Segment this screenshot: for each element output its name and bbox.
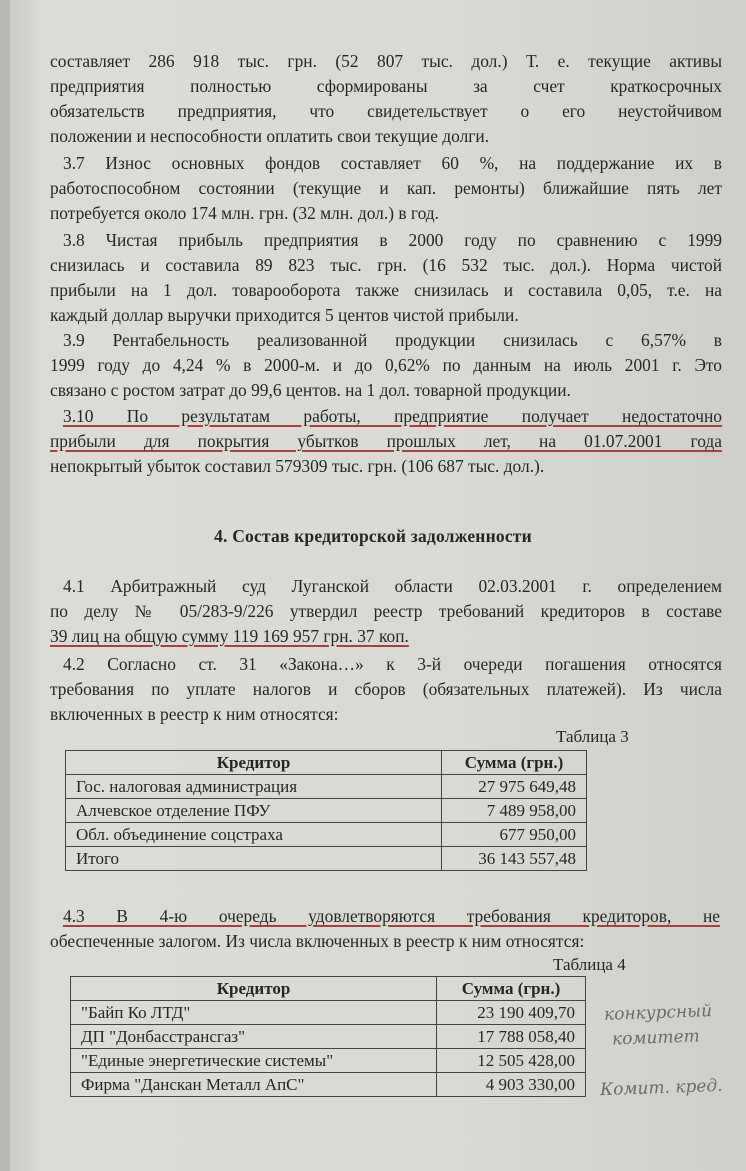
handwritten-note: комитет xyxy=(611,1026,701,1050)
text-line: предприятия полностью сформированы за счет краткосрочных xyxy=(50,76,722,96)
table-cell-amount: 36 143 557,48 xyxy=(442,847,587,871)
table-cell-amount: 677 950,00 xyxy=(442,823,587,847)
table-row xyxy=(66,799,587,823)
text-line: 4.2 Согласно ст. 31 «Закона…» к 3-й очереди погашения относятся xyxy=(63,654,722,674)
text-line-underlined: 3.10 По результатам работы, предприятие получает недостаточно xyxy=(63,406,722,426)
text-line: 4.1 Арбитражный суд Луганской области 02.03.2001 г. определением xyxy=(63,576,722,596)
text-line: снизилась и составила 89 823 тыс. грн. (16 532 тыс. дол.). Норма чистой xyxy=(50,255,722,275)
text-line-underlined: прибыли для покрытия убытков прошлых лет, на 01.07.2001 года xyxy=(50,431,722,451)
table-header-row xyxy=(66,751,587,775)
page-edge-shadow xyxy=(0,0,10,1171)
paragraph-3-10 xyxy=(50,404,722,479)
table-cell-creditor: ДП "Донбасстрансгаз" xyxy=(71,1025,437,1049)
paragraph-3-7 xyxy=(50,151,722,226)
text-line: 3.8 Чистая прибыль предприятия в 2000 году по сравнению с 1999 xyxy=(63,230,722,250)
paragraph-4-3 xyxy=(50,904,720,954)
table-cell-amount: 23 190 409,70 xyxy=(437,1001,586,1025)
table-cell-amount: 27 975 649,48 xyxy=(442,775,587,799)
text-line-underlined xyxy=(50,904,720,929)
table-cell-creditor: Алчевское отделение ПФУ xyxy=(66,799,442,823)
text-line: прибыли на 1 дол. товарооборота также снизилась и составила 0,05, т.е. на xyxy=(50,280,722,300)
table4-caption: Таблица 4 xyxy=(553,955,626,974)
text-line: положении и неспособности оплатить свои текущие долги. xyxy=(50,126,490,146)
table-row xyxy=(71,1001,586,1025)
table-cell-amount: 17 788 058,40 xyxy=(437,1025,586,1049)
table-cell-amount: 12 505 428,00 xyxy=(437,1049,586,1073)
table-cell-creditor: "Байп Ко ЛТД" xyxy=(71,1001,437,1025)
text-line: связано с ростом затрат до 99,6 центов. на 1 дол. товарной продукции. xyxy=(50,380,571,400)
table4 xyxy=(70,976,586,1097)
text-line: обеспеченные залогом. Из числа включенных в реестр к ним относятся: xyxy=(50,931,585,951)
table-header-creditor: Кредитор xyxy=(71,977,437,1001)
table-row-total xyxy=(66,847,587,871)
table-row xyxy=(71,1025,586,1049)
text-line: 3.7 Износ основных фондов составляет 60 %, на поддержание их в xyxy=(63,153,722,173)
text-line: требования по уплате налогов и сборов (обязательных платежей). Из числа xyxy=(50,679,722,699)
underlined-text: 4.3 В 4-ю очередь удовлетворяются требования кредиторов, не xyxy=(63,906,720,926)
text-line: включенных в реестр к ним относятся: xyxy=(50,704,339,724)
table-row xyxy=(66,775,587,799)
handwritten-note: Комит. кред. xyxy=(599,1075,723,1101)
section-title: 4. Состав кредиторской задолженности xyxy=(214,526,532,546)
text-line: потребуется около 174 млн. грн. (32 млн. дол.) в год. xyxy=(50,203,439,223)
paragraph-3-8 xyxy=(50,228,722,328)
text-line: работоспособном состоянии (текущие и кап. ремонты) ближайшие пять лет xyxy=(50,178,722,198)
table-cell-amount: 4 903 330,00 xyxy=(437,1073,586,1097)
table-cell-creditor: Фирма "Данскан Металл АпС" xyxy=(71,1073,437,1097)
paragraph-intro xyxy=(50,49,722,149)
table-cell-creditor: Итого xyxy=(66,847,442,871)
paragraph-4-1 xyxy=(50,574,722,649)
table-header-creditor: Кредитор xyxy=(66,751,442,775)
table-header-amount: Сумма (грн.) xyxy=(442,751,587,775)
text-line: непокрытый убыток составил 579309 тыс. грн. (106 687 тыс. дол.). xyxy=(50,456,545,476)
table3-caption: Таблица 3 xyxy=(556,727,629,746)
paragraph-4-2 xyxy=(50,652,722,727)
table-cell-creditor: Гос. налоговая администрация xyxy=(66,775,442,799)
text-line: 3.9 Рентабельность реализованной продукции снизилась с 6,57% в xyxy=(63,330,722,350)
paragraph-3-9 xyxy=(50,328,722,403)
text-line: по делу № 05/283-9/226 утвердил реестр требований кредиторов в составе xyxy=(50,601,722,621)
text-line: обязательств предприятия, что свидетельствует о его неустойчивом xyxy=(50,101,722,121)
table-cell-creditor: "Единые энергетические системы" xyxy=(71,1049,437,1073)
table-row xyxy=(66,823,587,847)
text-line-underlined: 39 лиц на общую сумму 119 169 957 грн. 37 коп. xyxy=(50,626,409,646)
table3 xyxy=(65,750,587,871)
table-cell-amount: 7 489 958,00 xyxy=(442,799,587,823)
table-cell-creditor: Обл. объединение соцстраха xyxy=(66,823,442,847)
table-row xyxy=(71,1049,586,1073)
table-row xyxy=(71,1073,586,1097)
handwritten-note: конкурсный xyxy=(603,1001,713,1025)
table-header-amount: Сумма (грн.) xyxy=(437,977,586,1001)
table-header-row xyxy=(71,977,586,1001)
text-line: каждый доллар выручки приходится 5 центов чистой прибыли. xyxy=(50,305,519,325)
text-line: составляет 286 918 тыс. грн. (52 807 тыс. дол.) Т. е. текущие активы xyxy=(50,51,722,71)
text-line: 1999 году до 4,24 % в 2000-м. и до 0,62% по данным на июль 2001 г. Это xyxy=(50,355,722,375)
